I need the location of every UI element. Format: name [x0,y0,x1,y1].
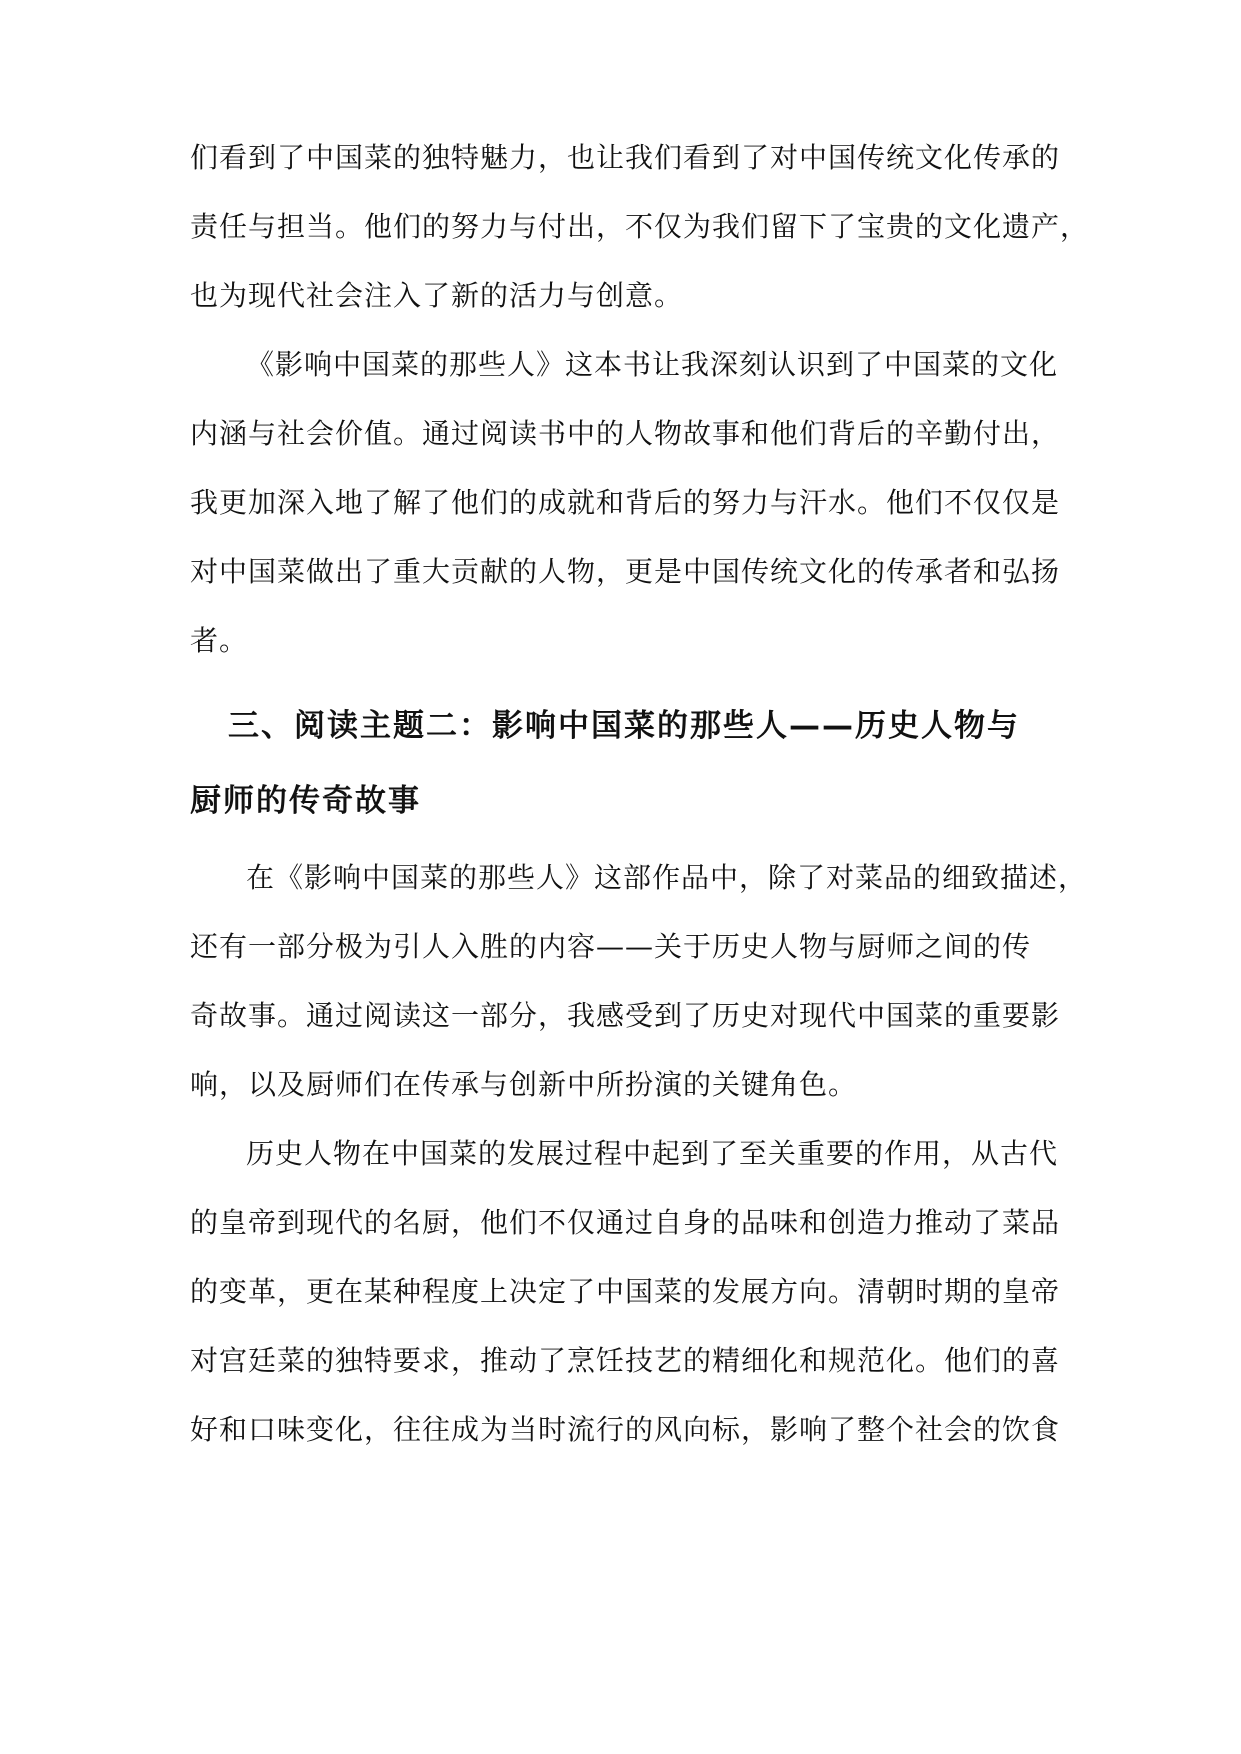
text-line: 责任与担当。他们的努力与付出，不仅为我们留下了宝贵的文化遗产， [190,210,1090,243]
heading-line: 厨师的传奇故事 [190,783,421,819]
text-line: 《影响中国菜的那些人》这本书让我深刻认识到了中国菜的文化 [246,348,1059,381]
text-line: 响，以及厨师们在传承与创新中所扮演的关键角色。 [190,1068,858,1101]
text-line: 我更加深入地了解了他们的成就和背后的努力与汗水。他们不仅仅是 [190,486,1061,519]
text-line: 者。 [190,624,249,657]
text-line: 对中国菜做出了重大贡献的人物，更是中国传统文化的传承者和弘扬 [190,555,1061,588]
text-line: 的皇帝到现代的名厨，他们不仅通过自身的品味和创造力推动了菜品 [190,1206,1061,1239]
text-line: 的变革，更在某种程度上决定了中国菜的发展方向。清朝时期的皇帝 [190,1275,1061,1308]
text-line: 也为现代社会注入了新的活力与创意。 [190,279,684,312]
text-line: 对宫廷菜的独特要求，推动了烹饪技艺的精细化和规范化。他们的喜 [190,1344,1061,1377]
text-line: 奇故事。通过阅读这一部分，我感受到了历史对现代中国菜的重要影 [190,999,1061,1032]
text-line: 好和口味变化，往往成为当时流行的风向标，影响了整个社会的饮食 [190,1413,1061,1446]
text-line: 还有一部分极为引人入胜的内容——关于历史人物与厨师之间的传 [190,930,1032,963]
text-line: 在《影响中国菜的那些人》这部作品中，除了对菜品的细致描述， [246,861,1088,894]
text-line: 们看到了中国菜的独特魅力，也让我们看到了对中国传统文化传承的 [190,141,1061,174]
text-line: 内涵与社会价值。通过阅读书中的人物故事和他们背后的辛勤付出， [190,417,1061,450]
text-line: 历史人物在中国菜的发展过程中起到了至关重要的作用，从古代 [246,1137,1059,1170]
heading-line: 三、阅读主题二：影响中国菜的那些人——历史人物与 [228,708,1020,744]
